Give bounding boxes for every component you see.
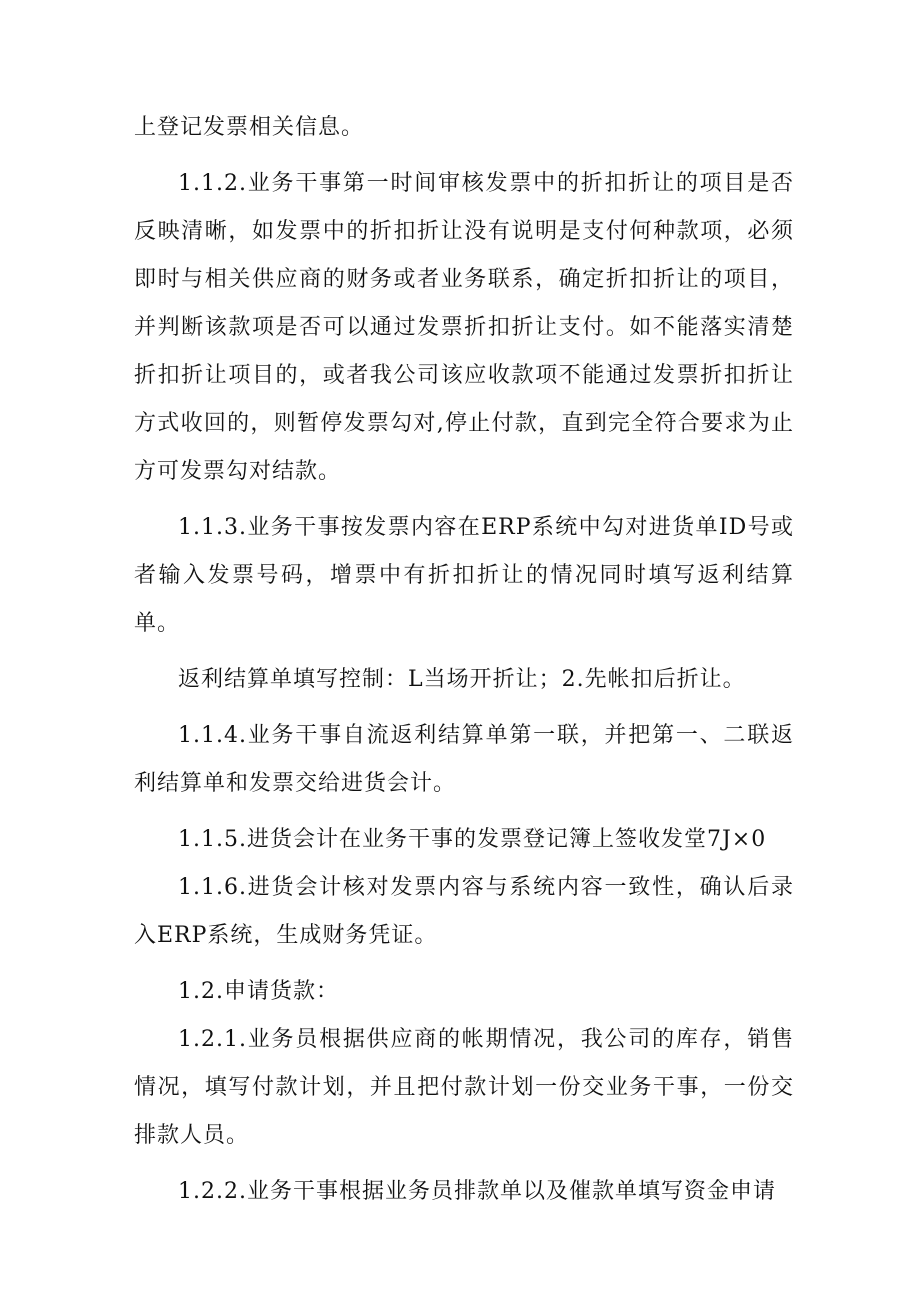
paragraph-1114: 1.1.4.业务干事自流返利结算单第一联，并把第一、二联返利结算单和发票交给进货会计。	[134, 723, 794, 796]
paragraph-1115: 1.1.5.进货会计在业务干事的发票登记簿上签收发堂7J×0	[178, 827, 767, 852]
paragraph-1122: 1.2.2.业务干事根据业务员排款单以及催款单填写资金申请	[178, 1179, 776, 1204]
document-body	[134, 104, 794, 1216]
paragraph-1121: 1.2.1.业务员根据供应商的帐期情况，我公司的库存，销售情况，填写付款计划，并且把付款计划一份交业务干事，一份交排款人员。	[134, 1027, 794, 1148]
paragraph-1112: 1.1.2.业务干事第一时间审核发票中的折扣折让的项目是否反映清晰，如发票中的折扣折让没有说明是支付何种款项，必须即时与相关供应商的财务或者业务联系，确定折扣折让的项目，并判断该款项是否可以通过发票折扣折让支付。如不能落实清楚折扣折让项目的，或者我公司该应收款项不能通过发票折扣折让方式收回的，则暂停发票勾对,停止付款，直到完全符合要求为止方可发票勾对结款。	[134, 171, 794, 484]
paragraph-1116: 1.1.6.进货会计核对发票内容与系统内容一致性，确认后录入ERP系统，生成财务凭证。	[134, 875, 794, 948]
paragraph-12-heading: 1.2.申请货款：	[178, 979, 339, 1004]
paragraph-0: 上登记发票相关信息。	[134, 115, 365, 140]
paragraph-1113: 1.1.3.业务干事按发票内容在ERP系统中勾对进货单ID号或者输入发票号码，增票中有折扣折让的情况同时填写返利结算单。	[134, 515, 794, 636]
paragraph-rebate-control: 返利结算单填写控制：L当场开折让；2.先帐扣后折让。	[178, 667, 746, 692]
